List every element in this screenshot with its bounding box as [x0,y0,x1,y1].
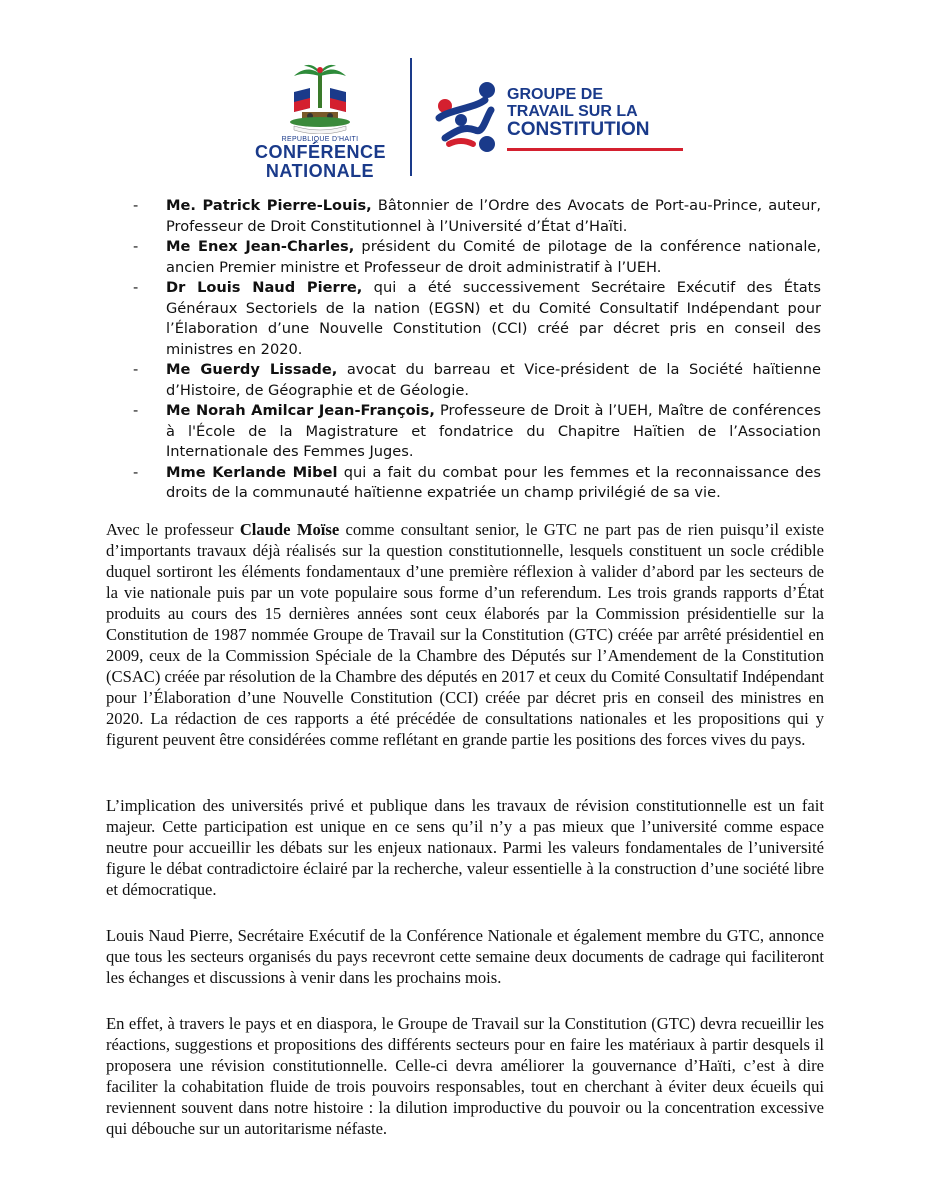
paragraph-gtc-mission: En effet, à travers le pays et en diaspora, le Groupe de Travail sur la Constitution (GTC) devra recueillir les réactions, suggestions et propositions des différents secteurs pour en faire les matériaux à partir desquels il proposera une révision constitutionnelle. Celle-ci devra améliorer la gouvernance d’Haïti, c’est à dire faciliter la cohabitation fluide de trois pouvoirs responsables, tout en cherchant à éviter deux écueils qui reviennent souvent dans notre histoire : la dilution improductive du pouvoir ou la concentration excessive qui débouche sur un autoritarisme néfaste. [106,1014,824,1138]
paragraph-consultant: Avec le professeur Claude Moïse comme consultant senior, le GTC ne part pas de rien puisqu’il existe d’importants travaux déjà réalisés sur la question constitutionnelle, lesquels constituent un socle crédible duquel sortiront les éléments fondamentaux d’une première réflexion à valider d’abord par les secteurs de la vie nationale puis par un vote populaire sous forme d’un referendum. Les trois grands rapports d’État produits au cours des 15 dernières années sont ceux élaborés par la Commission présidentielle sur la Constitution de 1987 nommée Groupe de Travail sur la Constitution (GTC) créée par arrêté présidentiel en 2009, ceux de la Commission Spéciale de la Chambre des Députés sur l’Amendement de la Constitution (CSAC) créée par résolution de la Chambre des députés en 2017 et ceux du Comité Consultatif Indépendant pour l’Élaboration d’une Nouvelle Constitution (CCI) créée par décret pris en conseil des ministres en 2020. La rédaction de ces rapports a été précédée de consultations nationales et les propositions qui y figurent peuvent être considérées comme reflétant en grande partie les positions des forces vives du pays. [106,520,824,749]
gtc-title-line3: CONSTITUTION [507,119,650,140]
list-item: - Me Enex Jean-Charles, président du Comité de pilotage de la conférence nationale, ancien Premier ministre et Professeur de droit administratif à l’UEH. [133,238,821,276]
gtc-title-line1: GROUPE DE [507,86,604,103]
list-item: - Dr Louis Naud Pierre, qui a été successivement Secrétaire Exécutif des États Généraux Sectoriels de la nation (EGSN) et du Comité Consultatif Indépendant pour l’Élaboration d’une Nouvelle Constitution (CCI) créé par décret pris en conseil des ministres en 2020. [133,279,822,358]
haiti-coat-of-arms-icon [280,62,360,134]
member-name: Dr Louis Naud Pierre, [166,279,363,296]
gtc-underline [507,148,683,151]
gtc-title [507,86,650,140]
member-name: Me. Patrick Pierre-Louis, [166,197,372,214]
list-item: - Me. Patrick Pierre-Louis, Bâtonnier de l’Ordre des Avocats de Port-au-Prince, auteur, Professeur de Droit Constitutionnel à l’Université d’État d’Haïti. [133,197,821,235]
member-name: Me Guerdy Lissade, [166,361,338,378]
conference-title-line1: CONFÉRENCE [255,142,387,162]
conference-nationale-logo [255,62,385,181]
member-description: qui a fait du combat pour les femmes et la reconnaissance des droits de la communauté haïtienne expatriée un champ privilégié de sa vie. [166,463,821,501]
member-description: Bâtonnier de l’Ordre des Avocats de Port-au-Prince, auteur, Professeur de Droit Constitutionnel à l’Université d’État d’Haïti. [166,197,821,235]
member-name: Me Norah Amilcar Jean-François, [166,402,435,419]
paragraph-universities: L’implication des universités privé et publique dans les travaux de révision constitutionnelle est un fait majeur. Cette participation est unique en ce sens qu’il n’y a pas mieux que l’université comme espace neutre pour accueillir les débats sur les enjeux nationaux. Parmi les valeurs fondamentales de l’université figure le débat contradictoire éclairé par la recherche, valeur essentielle à la construction d’une société libre et démocratique. [106,796,824,899]
list-item: - Me Norah Amilcar Jean-François, Professeure de Droit à l’UEH, Maître de conférences à l'École de la Magistrature et fondatrice du Chapitre Haïtien de l’Association Internationale des Femmes Juges. [133,402,821,460]
gtc-logo [435,80,695,160]
gtc-title-line2: TRAVAIL SUR LA [507,103,638,120]
member-description: président du Comité de pilotage de la conférence nationale, ancien Premier ministre et Professeur de droit administratif à l’UEH. [166,238,821,276]
gtc-people-icon [435,80,503,158]
member-list [133,196,821,504]
republic-label: REPUBLIQUE D'HAITI [281,136,359,143]
member-description: Professeure de Droit à l’UEH, Maître de conférences à l'École de la Magistrature et fondatrice du Chapitre Haïtien de l’Association Internationale des Femmes Juges. [166,402,821,460]
list-item: - Me Guerdy Lissade, avocat du barreau et Vice-président de la Société haïtienne d’Histoire, de Géographie et de Géologie. [133,361,821,399]
header-divider [410,58,412,176]
member-name: Mme Kerlande Mibel [166,463,338,481]
list-item: - Mme Kerlande Mibel qui a fait du combat pour les femmes et la reconnaissance des droits de la communauté haïtienne expatriée un champ privilégié de sa vie. [133,463,821,501]
conference-title-line2: NATIONALE [265,161,375,181]
member-description: avocat du barreau et Vice-président de la Société haïtienne d’Histoire, de Géographie et de Géologie. [166,361,821,399]
member-name: Me Enex Jean-Charles, [166,238,355,255]
page-header [0,52,926,182]
paragraph-executive-secretary: Louis Naud Pierre, Secrétaire Exécutif de la Conférence Nationale et également membre du GTC, annonce que tous les secteurs organisés du pays recevront cette semaine deux documents de cadrage qui faciliteront les échanges et discussions à venir dans les prochains mois. [106,926,824,987]
member-description: qui a été successivement Secrétaire Exécutif des États Généraux Sectoriels de la nation (EGSN) et du Comité Consultatif Indépendant pour l’Élaboration d’une Nouvelle Constitution (CCI) créé par décret pris en conseil des ministres en 2020. [166,279,822,358]
consultant-name: Claude Moïse [239,520,340,539]
